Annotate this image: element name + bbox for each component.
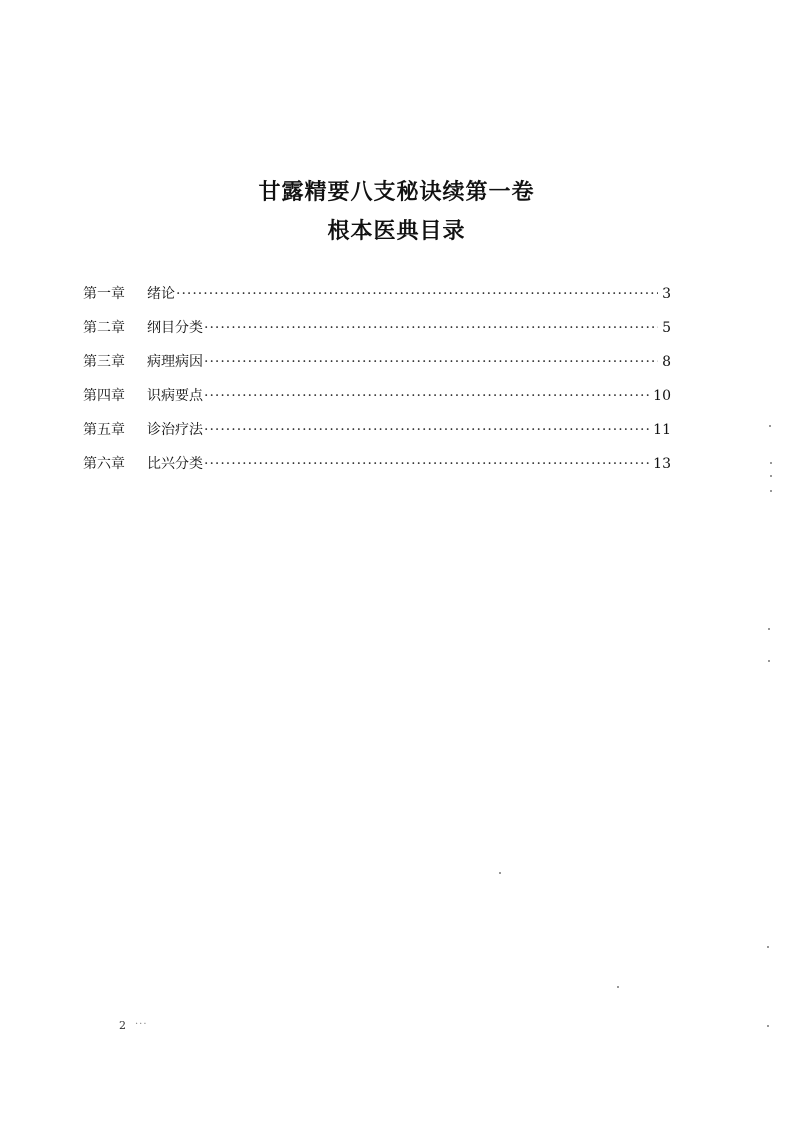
toc-chapter-label: 第二章 — [83, 320, 125, 336]
toc-page-number: 5 — [662, 320, 671, 336]
toc-dot-leader — [176, 284, 658, 304]
toc-entry[interactable] — [83, 420, 671, 454]
toc-entry[interactable] — [83, 318, 671, 352]
toc-entry[interactable] — [83, 386, 671, 420]
table-of-contents — [83, 284, 671, 488]
scan-speck — [768, 660, 770, 662]
scan-speck — [617, 986, 619, 988]
toc-page-number: 8 — [662, 354, 671, 370]
toc-topic: 诊治疗法 — [147, 422, 203, 438]
scan-speck — [770, 475, 772, 477]
toc-page-number: 13 — [653, 456, 671, 472]
toc-entry[interactable] — [83, 454, 671, 488]
scan-speck — [770, 462, 772, 464]
toc-dot-leader — [204, 352, 658, 372]
section-title: 根本医典目录 — [327, 219, 466, 244]
toc-dot-leader — [204, 454, 652, 474]
scan-speck — [770, 490, 772, 492]
toc-topic: 识病要点 — [147, 388, 203, 404]
toc-entry[interactable] — [83, 352, 671, 386]
toc-chapter-label: 第一章 — [83, 286, 125, 302]
toc-dot-leader — [204, 318, 658, 338]
toc-entry[interactable] — [83, 284, 671, 318]
scan-speck — [499, 872, 501, 874]
toc-page-number: 10 — [653, 388, 671, 404]
scan-speck — [767, 1025, 769, 1027]
toc-topic: 绪论 — [147, 286, 175, 302]
scan-speck — [769, 425, 771, 427]
toc-chapter-label: 第三章 — [83, 354, 125, 370]
toc-chapter-label: 第四章 — [83, 388, 125, 404]
toc-page-number: 11 — [653, 422, 671, 438]
toc-dot-leader — [204, 420, 652, 440]
toc-topic: 病理病因 — [147, 354, 203, 370]
toc-dot-leader — [204, 386, 652, 406]
scan-speck — [767, 946, 769, 948]
toc-topic: 比兴分类 — [147, 456, 203, 472]
footer-dash: ··· — [135, 1019, 148, 1030]
toc-topic: 纲目分类 — [147, 320, 203, 336]
book-title: 甘露精要八支秘诀续第一卷 — [258, 180, 535, 205]
toc-page-number: 3 — [662, 286, 671, 302]
toc-chapter-label: 第六章 — [83, 456, 125, 472]
footer-page-number: 2 — [119, 1019, 126, 1032]
toc-chapter-label: 第五章 — [83, 422, 125, 438]
scan-speck — [768, 628, 770, 630]
